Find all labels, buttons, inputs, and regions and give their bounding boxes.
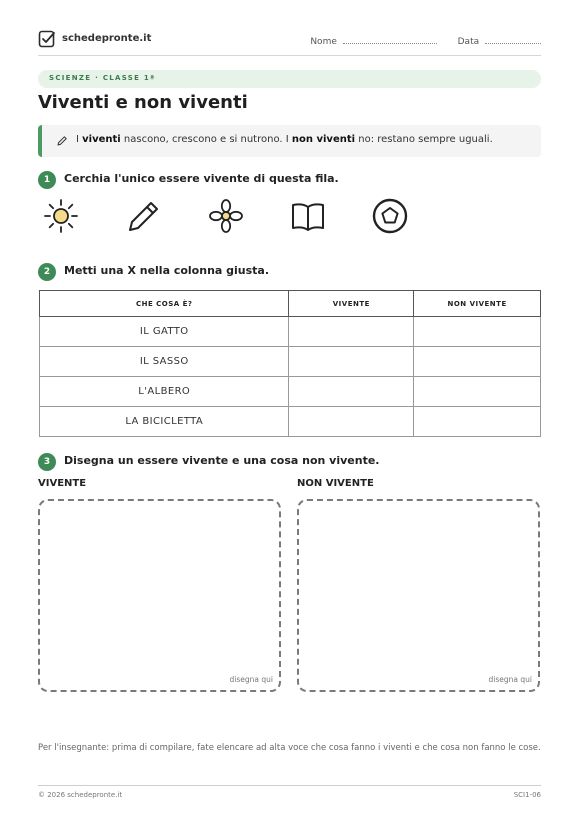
exercise-1-text: Cerchia l'unico essere vivente di questa fila. <box>64 172 339 185</box>
pentagon-icon[interactable] <box>371 197 409 235</box>
classification-table <box>39 290 541 437</box>
non-vivente-label: NON VIVENTE <box>297 478 374 489</box>
worksheet-code: SCI1-06 <box>513 791 541 799</box>
name-field[interactable] <box>343 35 437 44</box>
vivente-cell[interactable] <box>289 377 414 407</box>
vivente-cell[interactable] <box>289 347 414 377</box>
info-bold-viventi: viventi <box>82 134 121 145</box>
non-vivente-cell[interactable] <box>414 347 541 377</box>
teacher-note: Per l'insegnante: prima di compilare, fate elencare ad alta voce che cosa fanno i viventi e che cosa non fanno le cose. <box>38 743 541 753</box>
exercise-1-number: 1 <box>38 171 56 189</box>
table-header-cell: CHE COSA È? <box>40 291 289 317</box>
table-header-cell: VIVENTE <box>289 291 414 317</box>
vivente-cell[interactable] <box>289 317 414 347</box>
book-icon[interactable] <box>289 197 327 235</box>
vivente-label: VIVENTE <box>38 478 87 489</box>
non-vivente-cell[interactable] <box>414 317 541 347</box>
subject-label: SCIENZE · CLASSE 1ª <box>49 74 156 82</box>
page-title: Viventi e non viventi <box>38 92 248 113</box>
student-fields <box>310 35 541 47</box>
pencil-icon[interactable] <box>125 197 163 235</box>
sun-icon[interactable] <box>42 197 80 235</box>
page-header <box>38 30 541 56</box>
item-cell: L'ALBERO <box>40 377 289 407</box>
info-box <box>38 125 541 157</box>
non-vivente-cell[interactable] <box>414 377 541 407</box>
non-vivente-drawing-area[interactable] <box>297 499 540 692</box>
vivente-drawing-area[interactable] <box>38 499 281 692</box>
brand-name: schedepronte.it <box>62 33 152 44</box>
table-row <box>40 347 541 377</box>
table-header-cell: NON VIVENTE <box>414 291 541 317</box>
item-cell: IL SASSO <box>40 347 289 377</box>
info-text <box>76 134 493 145</box>
table-header-row <box>40 291 541 317</box>
exercise-2-number: 2 <box>38 263 56 281</box>
info-text-3: no: restano sempre uguali. <box>355 134 493 145</box>
checkbox-logo-icon <box>38 30 56 48</box>
pencil-note-icon <box>56 135 68 147</box>
info-bold-non-viventi: non viventi <box>291 134 356 145</box>
exercise-2-text: Metti una X nella colonna giusta. <box>64 264 270 277</box>
flower-icon[interactable] <box>207 197 245 235</box>
copyright: © 2026 schedepronte.it <box>38 791 123 799</box>
exercise-3-number: 3 <box>38 453 56 471</box>
date-label: Data <box>457 37 480 47</box>
page-footer <box>38 785 541 801</box>
draw-hint: disegna qui <box>488 675 532 684</box>
info-text-1: I <box>76 134 83 145</box>
table-row <box>40 407 541 437</box>
vivente-cell[interactable] <box>289 407 414 437</box>
item-cell: LA BICICLETTA <box>40 407 289 437</box>
table-row <box>40 317 541 347</box>
draw-hint: disegna qui <box>229 675 273 684</box>
exercise-3-text: Disegna un essere vivente e una cosa non vivente. <box>64 454 380 467</box>
item-cell: IL GATTO <box>40 317 289 347</box>
name-label: Nome <box>310 37 337 47</box>
non-vivente-cell[interactable] <box>414 407 541 437</box>
date-field[interactable] <box>485 35 541 44</box>
table-row <box>40 377 541 407</box>
info-text-2: nascono, crescono e si nutrono. I <box>120 134 292 145</box>
subject-bar <box>38 70 541 88</box>
